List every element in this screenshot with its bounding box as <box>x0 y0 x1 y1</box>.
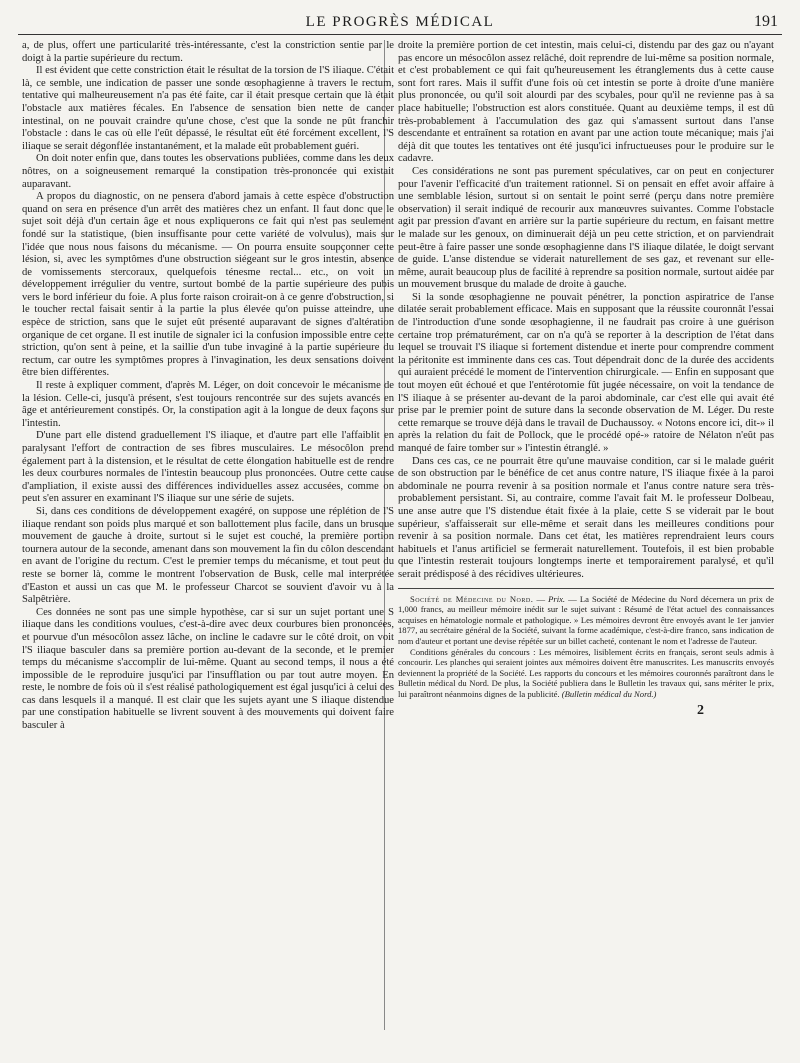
left-column <box>22 40 394 733</box>
prize-notice <box>398 588 774 700</box>
paragraph: droite la première portion de cet intestin, mais celui-ci, distendu par des gaz ou n'ayant pas encore un mésocôlon assez relâché, doit reprendre de lui-même sa position normale, et c'est probablement ce qui fait qu'heureusement les étranglements dus à cette cause sont fort rares. Mais il suffit d'une fois où cet intestin se porte à droite d'une manière plus prononcée, ou qu'il soit alourdi par des scybales, pour qu'il ne revienne pas à sa place habituelle; l'obstruction est alors constituée. Quant au deuxième temps, il est dû très-probablement à l'accumulation des gaz qui s'amassent surtout dans l'anse descendante et entraînent sa rotation en avant par une action toute mécanique; mais j'ai déjà dit que toutes les tentatives ont été jusqu'ici infructueuses pour le produire sur le cadavre. <box>398 40 774 165</box>
paragraph: a, de plus, offert une particularité très-intéressante, c'est la constriction sentie par le doigt à la partie supérieure du rectum. <box>22 40 394 64</box>
page-number: 191 <box>754 13 778 30</box>
notice-source: (Bulletin médical du Nord.) <box>561 688 657 699</box>
folio-mark: 2 <box>697 703 704 719</box>
society-name: Société de Médecine du Nord. <box>410 593 534 604</box>
paragraph: Si, dans ces conditions de développement exagéré, on suppose une réplétion de l'S iliaque rendant son poids plus marqué et son ballottement plus facile, dans un brusque mouvement de gauche à droite, surtout si le sujet est couché, la première portion tournera autour de la seconde, amenant dans son mouvement la fin du côlon descendant en avant de l'origine du rectum. C'est le premier temps du mécanisme, et tout peut du reste se borner là, comme le montrent l'observation de Busk, celle mal interprétée d'Easton et aussi un cas que M. le professeur Charcot se souvient d'avoir vu à la Salpêtrière. <box>22 505 394 606</box>
paragraph: Si la sonde œsophagienne ne pouvait pénétrer, la ponction aspiratrice de l'anse dilatée serait probablement efficace. Mais en supposant que la réussite couronnât l'essai de l'introduction d'une sonde œsophagienne, il ne faudrait pas croire à une guérison certaine trop prématurément, car on n'a qu'à se reporter à la description de l'état dans lequel se trouvait l'S iliaque si fortement distendue et inerte pour comprendre comment la péritonite est imminente dans ces cas. Tout dépendrait donc de la durée des accidents qui auraient précédé le moment de l'intervention chirurgicale. — Enfin en supposant que tout moyen eût échoué et que l'entérotomie fût jugée nécessaire, on voit la tendance de l'S iliaque à se présenter au-devant de la paroi abdominale, car c'est elle qui avait été prise par le premier point de suture dans la seconde observation de M. Léger. Du reste cette remarque se trouve déjà dans le travail de Duchaussoy. « Notons encore ici, dit-» il après la relation du fait de Pollock, que le procédé opé-» ratoire de Nélaton n'eût pas manqué de faire tomber sur » l'intestin étranglé. » <box>398 291 774 454</box>
notice-conditions: Conditions générales du concours : Les mémoires, lisiblement écrits en français, seront seuls admis à concourir. Les planches qui seraient jointes aux mémoires doivent être manuscrites. Les manuscrits envoyés deviennent la propriété de la Société. Les rapports du concours et les mémoires couronnés paraîtront dans le Bulletin médical du Nord. De plus, la Société publiera dans le Bulletin les travaux qui, sans mériter le prix, lui paraîtront néanmoins dignes de la publicité. <box>398 646 774 699</box>
paragraph: A propos du diagnostic, on ne pensera d'abord jamais à cette espèce d'obstruction quand on sera en présence d'un arrêt des matières chez un enfant. Il faut donc que le sujet soit déjà d'un certain âge et nous expliquerons ce fait qui n'est pas seulement fondé sur la statistique, (bien insuffisante pour cette variété de volvulus), mais sur l'idée que nous nous faisons du mécanisme. — On pourra ensuite soupçonner cette lésion, si, avec les symptômes d'une obstruction siégeant sur le gros intestin, absence de vomissements stercoraux, quelquefois ténesme rectal... etc., on voit un développement irrégulier du ventre, surtout bombé de la partie supérieure des pubis vers le bord inférieur du foie. A plus forte raison croirait-on à ce genre d'obstruction, si le toucher rectal faisait sentir à la partie la plus élevée qu'on puisse atteindre, une espèce de striction, sans que le sujet eût présenté auparavant de signes d'altération organique de cet organe. Il est inutile de signaler ici la confusion impossible entre cette striction, qu'on sent à peine, et la saillie d'un tube invaginé à la partie supérieure du rectum, car outre les symptômes propres à l'invagination, les deux sensations doivent être bien différentes. <box>22 191 394 379</box>
notice-paragraph: Société de Médecine du Nord. — Prix. — La Société de Médecine du Nord décernera un prix de 1,000 francs, au meilleur mémoire inédit sur le sujet suivant : Résumé de l'état actuel des connaissances acquises en hématologie normale et pathologique. » Les mémoires devront être envoyés avant le 1er janvier 1877, au secrétaire général de la Société, suivant la forme académique, c'est-à-dire franco, sans indication de nom d'auteur et portant une devise répétée sur un billet cacheté, contenant le nom et l'adresse de l'auteur. <box>398 593 774 646</box>
notice-paragraph <box>398 647 774 700</box>
notice-text: — La Société de Médecine du Nord décernera un prix de 1,000 francs, au meilleur mémoire inédit sur le sujet suivant : Résumé de l'état actuel des connaissances acquises en hématologie normale et pathologique. » Les mémoires devront être envoyés avant le 1er janvier 1877, au secrétaire général de la Société, suivant la forme académique, c'est-à-dire franco, sans indication de nom d'auteur et portant une devise répétée sur un billet cacheté, contenant le nom et l'adresse de l'auteur. <box>398 593 774 646</box>
prize-label: Prix. <box>548 593 566 604</box>
paragraph: On doit noter enfin que, dans toutes les observations publiées, comme dans les deux nôtres, on a soigneusement remarqué la constipation très-prononcée qui existait auparavant. <box>22 153 394 190</box>
running-header <box>18 10 782 35</box>
paragraph: D'une part elle distend graduellement l'S iliaque, et d'autre part elle l'affaiblit en paralysant l'effort de contraction de ses fibres musculaires. Le mésocôlon prend également part à la distension, et le résultat de cette élongation habituelle est de rendre les deux courbures normales de l'intestin beaucoup plus prononcées. Outre cette cause d'ampliation, il existe aussi des différences individuelles assez accusées, comme on peut s'en assurer en examinant l'S iliaque sur une série de sujets. <box>22 430 394 505</box>
journal-title: LE PROGRÈS MÉDICAL <box>305 14 495 30</box>
paragraph: Ces considérations ne sont pas purement spéculatives, car on peut en conjecturer pour l'avenir l'efficacité d'un traitement rationnel. Si on pensait en effet avoir affaire à une semblable lésion, surtout si on sentait le point serré (perçu dans notre première observation) il serait indiqué de recourir aux manœuvres suivantes. Comme l'obstacle agit par pression d'avant en arrière sur la partie supérieure du rectum, en faisant mettre le malade sur les genoux, on diminuerait déjà un peu cette striction, et on parviendrait peut-être à faire passer une sonde œsophagienne dans l'S iliaque dilatée, le doigt servant de guide. L'anse distendue se viderait naturellement de ses gaz, et revenant sur elle-même, aurait beaucoup plus de facilité à reprendre sa position normale, surtout aidée par un mouvement brusque du malade de droite à gauche. <box>398 165 774 291</box>
paragraph: Dans ces cas, ce ne pourrait être qu'une mauvaise condition, car si le malade guérit de son obstruction par le bénéfice de cet anus contre nature, l'S iliaque fixée à la paroi abdominale ne pourra revenir à sa position normale et l'anus contre nature sera très-probablement persistant. Si, au contraire, comme l'avait fait M. le professeur Dolbeau, une anse autre que l'S distendue était fixée à la plaie, cette S se viderait par le bout supérieur, s'affaisserait sur elle-même et serait dans les meilleures conditions pour revenir à sa position normale. Dans cet état, les matières reprendraient leurs cours habituels et l'anus artificiel se fermerait naturellement. Toutefois, il est bien probable que l'intestin resterait toujours longtemps inerte et temporairement paralysé, et qu'il serait prédisposé à des récidives ultérieures. <box>398 455 774 580</box>
right-column <box>398 40 774 718</box>
paragraph: Ces données ne sont pas une simple hypothèse, car si sur un sujet portant une S iliaque dans les conditions voulues, c'est-à-dire avec deux courbures bien prononcées, et pourvue d'un mésocôlon assez lâche, on incline le cadavre sur le côté droit, on voit l'S iliaque basculer dans sa première portion au-devant de la seconde, et le premier temps du mécanisme s'accomplir de lui-même. Quant au second temps, il nous a été impossible de le reproduire jusqu'ici par l'insufflation ou par tout autre moyen. En reste, le nombre de fois où il s'est réalisé pathologiquement est égal jusqu'ici à celui des cas dans lesquels il a manqué. Il est clair que les sujets ayant une S iliaque distendue par une constipation habituelle se livrent souvent à des mouvements qui doivent faire basculer à <box>22 606 394 732</box>
paragraph: Il reste à expliquer comment, d'après M. Léger, on doit concevoir le mécanisme de la lésion. Celle-ci, jusqu'à présent, s'est toujours rencontrée sur des sujets avancés en âge et antérieurement constipés. Or, la constipation agit à la longue de deux façons sur l'intestin. <box>22 380 394 429</box>
paragraph: Il est évident que cette constriction était le résultat de la torsion de l'S iliaque. C'était là, ce semble, une indication de passer une sonde œsophagienne à travers le rectum, tentative qui malheureusement n'a pas été faite, car il était presque certain que là était l'obstacle aux matières fécales. En l'absence de sensation bien nette de cancer intestinal, on ne pouvait craindre qu'une chose, c'est que la sonde ne pût franchir l'obstacle : dans le cas où elle l'eût dépassé, le résultat eût été forcément excellent, l'S iliaque se serait dégonflée instantanément, et la malade eût probablement guéri. <box>22 65 395 152</box>
